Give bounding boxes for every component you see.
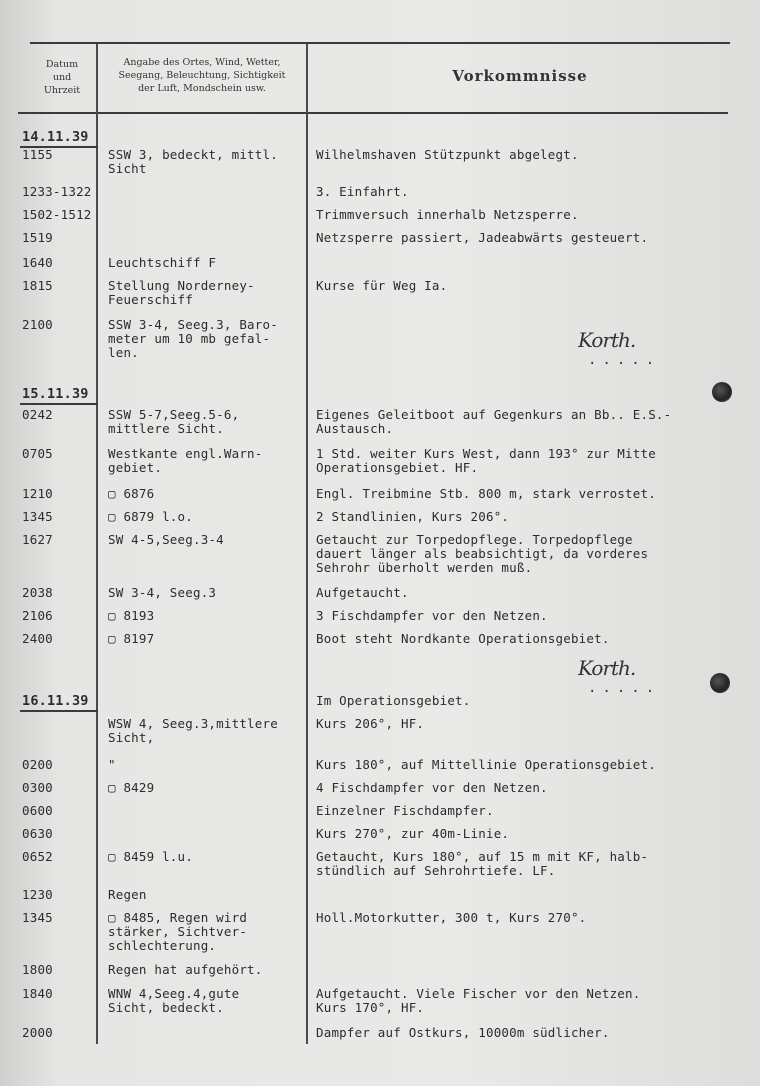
log-date: 16.11.39 [22, 693, 89, 709]
log-location-weather: SSW 3-4, Seeg.3, Baro- meter um 10 mb gefal- len. [108, 317, 278, 360]
log-event: 3 Fischdampfer vor den Netzen. [316, 608, 548, 623]
signature-dots: ..... [588, 352, 661, 368]
log-event: Aufgetaucht. [316, 585, 409, 600]
log-time: 0200 [22, 757, 53, 772]
log-location-weather: WNW 4,Seeg.4,gute Sicht, bedeckt. [108, 986, 240, 1015]
log-event: Dampfer auf Ostkurs, 10000m südlicher. [316, 1025, 610, 1040]
log-time: 1155 [22, 147, 53, 162]
header-location-weather: Angabe des Ortes, Wind, Wetter, Seegang, Beleuchtung, Sichtigkeit der Luft, Mondschein usw. [118, 57, 286, 94]
log-event: Getaucht zur Torpedopflege. Torpedopflege dauert länger als beabsichtigt, da vorderes Sehrohr überholt werden muß. [316, 532, 649, 575]
log-time: 1815 [22, 278, 53, 293]
log-event: Einzelner Fischdampfer. [316, 803, 494, 818]
log-event: Kurs 180°, auf Mittellinie Operationsgebiet. [316, 757, 656, 772]
log-event: Boot steht Nordkante Operationsgebiet. [316, 631, 610, 646]
header-date-time: Datum und Uhrzeit [43, 59, 81, 96]
punch-hole [712, 382, 732, 402]
log-time: 2400 [22, 631, 53, 646]
log-time: 0630 [22, 826, 53, 841]
log-event: 1 Std. weiter Kurs West, dann 193° zur Mitte Operationsgebiet. HF. [316, 446, 656, 475]
signature: Korth. [578, 328, 636, 352]
header-top-rule [30, 42, 730, 44]
log-event: Engl. Treibmine Stb. 800 m, stark verrostet. [316, 486, 656, 501]
log-time: 0600 [22, 803, 53, 818]
log-time: 2000 [22, 1025, 53, 1040]
log-event: Netzsperre passiert, Jadeabwärts gesteuert. [316, 230, 649, 245]
log-location-weather: SSW 3, bedeckt, mittl. Sicht [108, 147, 278, 176]
log-time: 0705 [22, 446, 53, 461]
signature-dots: ..... [588, 680, 661, 696]
log-location-weather: SW 4-5,Seeg.3-4 [108, 532, 224, 547]
log-location-weather: Westkante engl.Warn- gebiet. [108, 446, 263, 475]
log-time: 1627 [22, 532, 53, 547]
log-time: 0652 [22, 849, 53, 864]
signature: Korth. [578, 656, 636, 680]
log-time: 1640 [22, 255, 53, 270]
log-location-weather: ▢ 6879 l.o. [108, 509, 193, 524]
log-location-weather: ▢ 8429 [108, 780, 155, 795]
log-time: 1800 [22, 962, 53, 977]
log-event: Kurse für Weg Ia. [316, 278, 448, 293]
log-event: 3. Einfahrt. [316, 184, 409, 199]
log-time: 1840 [22, 986, 53, 1001]
log-time: 1502-1512 [22, 207, 92, 222]
log-event: Getaucht, Kurs 180°, auf 15 m mit KF, halb- stündlich auf Sehrohrtiefe. LF. [316, 849, 649, 878]
log-location-weather: ▢ 8485, Regen wird stärker, Sichtver- schlechterung. [108, 910, 248, 953]
log-time: 1230 [22, 887, 53, 902]
log-time: 1233-1322 [22, 184, 92, 199]
log-location-weather: ▢ 8193 [108, 608, 155, 623]
column-divider-1 [96, 44, 98, 1044]
log-event: Trimmversuch innerhalb Netzsperre. [316, 207, 579, 222]
date-underline [20, 403, 98, 405]
log-location-weather: Leuchtschiff F [108, 255, 217, 270]
log-time: 1345 [22, 910, 53, 925]
log-location-weather: WSW 4, Seeg.3,mittlere Sicht, [108, 716, 278, 745]
header-bottom-rule [18, 112, 728, 114]
log-location-weather: Regen [108, 887, 147, 902]
log-event: Wilhelmshaven Stützpunkt abgelegt. [316, 147, 579, 162]
log-location-weather: " [108, 757, 116, 772]
log-event: Eigenes Geleitboot auf Gegenkurs an Bb.. E.S.- Austausch. [316, 407, 672, 436]
log-time: 2106 [22, 608, 53, 623]
log-event: Kurs 270°, zur 40m-Linie. [316, 826, 510, 841]
log-time: 0300 [22, 780, 53, 795]
log-time: 1519 [22, 230, 53, 245]
log-location-weather: ▢ 6876 [108, 486, 155, 501]
log-date: 15.11.39 [22, 386, 89, 402]
log-location-weather: ▢ 8197 [108, 631, 155, 646]
log-event: Im Operationsgebiet. [316, 693, 471, 708]
log-location-weather: ▢ 8459 l.u. [108, 849, 193, 864]
log-time: 0242 [22, 407, 53, 422]
header-events: Vorkommnisse [452, 67, 588, 85]
log-event: 2 Standlinien, Kurs 206°. [316, 509, 510, 524]
log-location-weather: SSW 5-7,Seeg.5-6, mittlere Sicht. [108, 407, 240, 436]
log-time: 1345 [22, 509, 53, 524]
log-event: 4 Fischdampfer vor den Netzen. [316, 780, 548, 795]
log-location-weather: Regen hat aufgehört. [108, 962, 263, 977]
log-event: Aufgetaucht. Viele Fischer vor den Netzen. Kurs 170°, HF. [316, 986, 641, 1015]
date-underline [20, 710, 98, 712]
punch-hole [710, 673, 730, 693]
log-date: 14.11.39 [22, 129, 89, 145]
log-time: 2038 [22, 585, 53, 600]
log-time: 1210 [22, 486, 53, 501]
log-event: Kurs 206°, HF. [316, 716, 425, 731]
log-location-weather: SW 3-4, Seeg.3 [108, 585, 217, 600]
log-event: Holl.Motorkutter, 300 t, Kurs 270°. [316, 910, 587, 925]
log-location-weather: Stellung Norderney- Feuerschiff [108, 278, 255, 307]
log-time: 2100 [22, 317, 53, 332]
